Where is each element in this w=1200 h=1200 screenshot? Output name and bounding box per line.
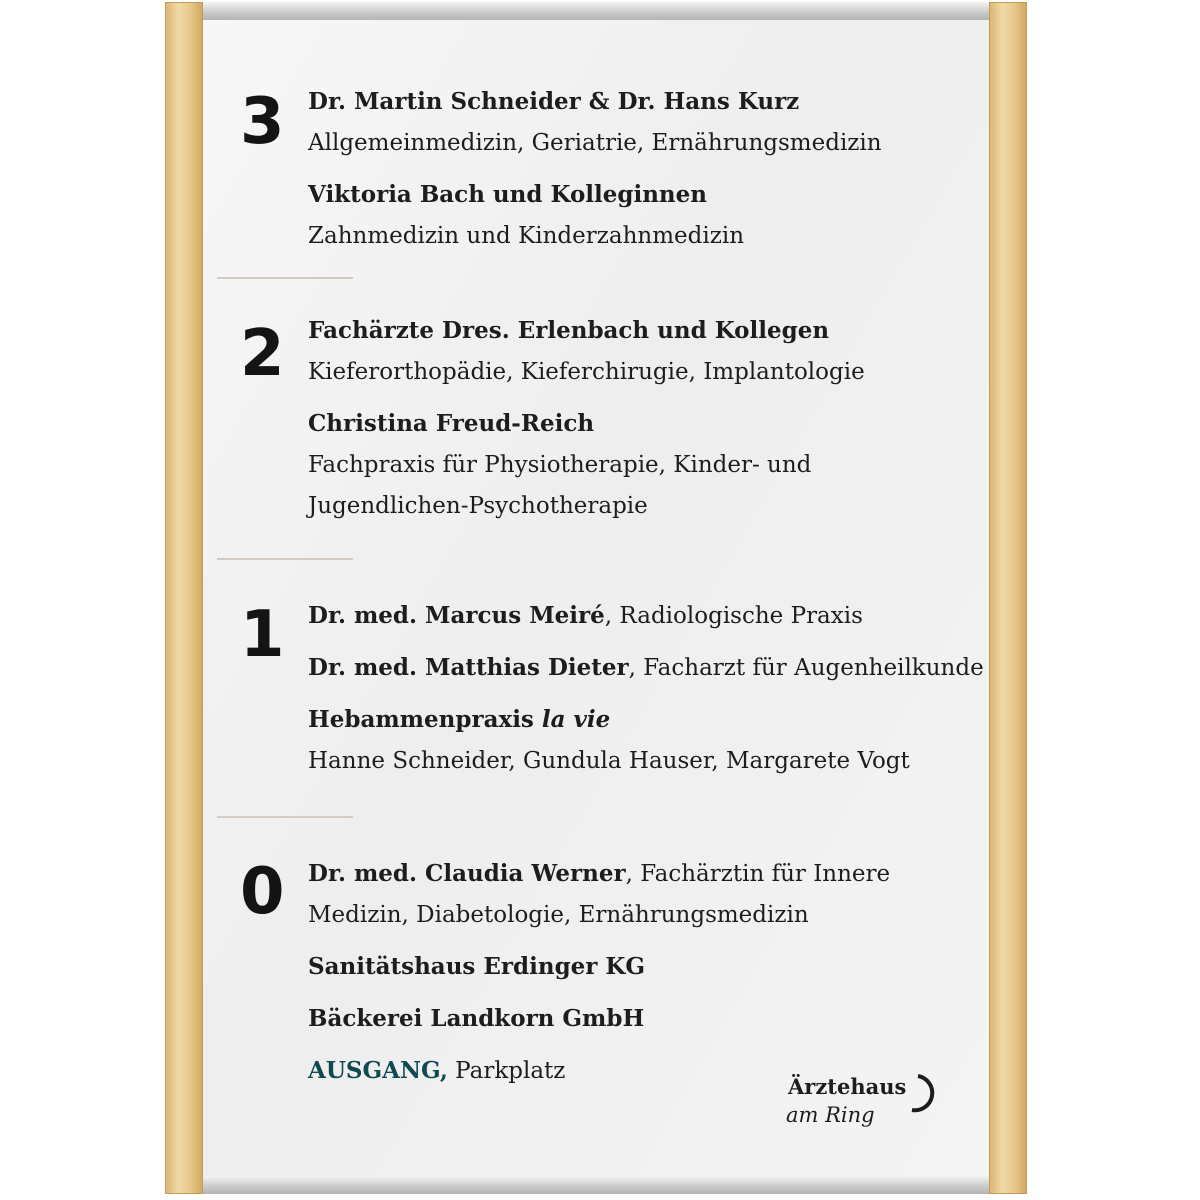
exit-sign: AUSGANG, Parkplatz <box>308 1057 566 1084</box>
tenant-name: Fachärzte Dres. Erlenbach und Kollegen <box>308 317 830 344</box>
tenant-detail: Fachpraxis für Physiotherapie, Kinder- und <box>308 452 812 478</box>
tenant-detail: Medizin, Diabetologie, Ernährungsmedizin <box>308 902 809 928</box>
wood-frame-left <box>165 2 203 1194</box>
logo-subtitle: am Ring <box>786 1103 875 1127</box>
aluminium-rail-bottom <box>203 1176 989 1194</box>
tenant-entry: Dr. med. Claudia Werner, Fachärztin für Innere <box>308 860 891 887</box>
floor-number-1: 1 <box>240 598 285 672</box>
tenant-detail: Zahnmedizin und Kinderzahnmedizin <box>308 223 745 249</box>
tenant-detail: Hanne Schneider, Gundula Hauser, Margarete Vogt <box>308 748 910 774</box>
tenant-name: Viktoria Bach und Kolleginnen <box>308 181 708 208</box>
floor-divider <box>217 277 353 279</box>
floor-number-0: 0 <box>240 855 285 929</box>
floor-divider <box>217 816 353 818</box>
tenant-entry: Dr. med. Marcus Meiré, Radiologische Praxis <box>308 602 863 629</box>
floor-divider <box>217 558 353 560</box>
tenant-detail: Kieferorthopädie, Kieferchirugie, Implantologie <box>308 359 865 385</box>
tenant-detail: Jugendlichen-Psychotherapie <box>308 493 648 519</box>
aluminium-rail-top <box>203 2 989 20</box>
tenant-name: Bäckerei Landkorn GmbH <box>308 1005 645 1032</box>
logo-name: Ärztehaus <box>788 1074 907 1099</box>
floor-number-2: 2 <box>240 317 285 391</box>
tenant-entry: Hebammenpraxis la vie <box>308 706 611 733</box>
ring-arc-icon <box>904 1072 944 1116</box>
tenant-detail: Allgemeinmedizin, Geriatrie, Ernährungsmedizin <box>308 130 882 156</box>
tenant-name: Christina Freud-Reich <box>308 410 595 437</box>
tenant-name: Sanitätshaus Erdinger KG <box>308 953 646 980</box>
wood-frame-right <box>989 2 1027 1194</box>
floor-number-3: 3 <box>240 85 285 159</box>
building-logo <box>786 1072 956 1138</box>
tenant-name: Dr. Martin Schneider & Dr. Hans Kurz <box>308 88 800 115</box>
tenant-entry: Dr. med. Matthias Dieter, Facharzt für Augenheilkunde <box>308 654 984 681</box>
